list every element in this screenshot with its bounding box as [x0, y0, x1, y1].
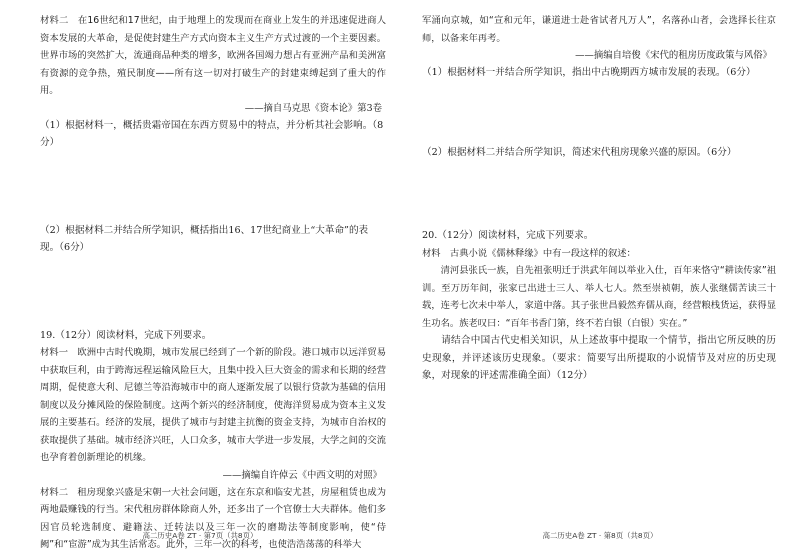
question-19-head: 19.（12分）阅读材料，完成下列要求。: [40, 329, 212, 341]
q20-quote: 清河县张氏一族，自先祖张明迁于洪武年间以举业入仕，百年来恪守“耕读传家”祖训。至万历年间，张家已出进士三人、举人七人。然至崇祯朝，族人张继儒苦读三十载，连考七次未中举人，家道中落。其子张世昌毅然弃儒从商，经营粮栈货运，获得显生功名。族老叹曰：“百年书香门第，终不若白银（白银）实在。”: [422, 265, 776, 329]
material2-source: ——摘自马克思《资本论》第3卷: [244, 102, 382, 114]
right-footer: 高二历史A卷 ZT · 第8页（共8页）: [542, 531, 658, 540]
left-page: [0, 0, 400, 550]
q19-material2: 材料二 租房现象兴盛是宋朝一大社会问题，这在东京和临安尤甚，房屋租赁也成为两地最赚钱的行当。宋代租房群体除商人外，还多出了一个官僚士大夫群体。他们多因官员轮选制度、避籍法、迁转法以及三年一次的磨勘法等制度影响，使“侍阙”和“宦游”成为其生活常态。此外，三年一次的科考，也使浩浩荡荡的科举大: [40, 486, 386, 550]
right-question-2: （2）根据材料二并结合所学知识，简述宋代租房现象兴盛的原因。（6分）: [422, 146, 737, 158]
q19-material1: 材料一 欧洲中古时代晚期，城市发展已经到了一个新的阶段。港口城市以远洋贸易中获取巨利，由于跨海远程运输风险巨大，且集中投入巨大资金的需求和长期的经营周期，促使意大利、尼德兰等沿海城市中的商人逐渐发展了以银行贷款为基础的信用制度以及分摊风险的保险制度。这两个新兴的经济制度，使海洋贸易成为资本主义发展的主要基石。经济的发展，提供了城市与封建主抗衡的资金支持，为城市自治权的获取提供了基础。城市经济兴旺，人口众多，城市大学进一步发展，大学之间的交流也孕育着创新理论的机缘。: [40, 347, 386, 463]
continued-source: ——摘编自培俊《宋代的租房历度政策与风俗》: [575, 50, 772, 61]
right-answer-space-1[interactable]: [422, 82, 776, 144]
question-20-head: 20.（12分）阅读材料，完成下列要求。: [422, 230, 594, 241]
q20-material: 材料 古典小说《儒林释缘》中有一段这样的叙述：: [422, 247, 636, 259]
q20-task: 请结合中国古代史相关知识，从上述故事中提取一个情节，指出它所反映的历史现象，并评述该历史现象。（要求：简要写出所提取的小说情节及对应的历史现象，对现象的评述需准确全面）（12分）: [422, 335, 776, 381]
material2-text: 材料二 在16世纪和17世纪，由于地理上的发现而在商业上发生的并迅速促进商人资本发展的大革命，是促使封建生产方式向资本主义生产方式过渡的一个主要因素。世界市场的突然扩大，流通商品种类的增多，欧洲各国竭力想占有亚洲产品和美洲富有资源的竞争热，殖民制度——所有这一切对打破生产的封建束缚起到了重大的作用。: [40, 15, 386, 96]
question-1: （1）根据材料一，概括贵霜帝国在东西方贸易中的特点，并分析其社会影响。（8分）: [40, 119, 384, 148]
right-question-1: （1）根据材料一并结合所学知识，指出中古晚期西方城市发展的表现。（6分）: [422, 67, 756, 78]
answer-space-1[interactable]: [40, 152, 386, 222]
right-answer-space-2[interactable]: [422, 161, 776, 227]
right-page: [400, 0, 800, 550]
continued-text: 军涌向京城，如“宣和元年，谦道进士赴省试者凡万人”，名落孙山者，会选择长往京师，以备来年再考。: [422, 15, 776, 44]
answer-space-2[interactable]: [40, 257, 386, 327]
left-footer: 高二历史A卷 ZT · 第7页（共8页）: [142, 531, 258, 540]
question-2: （2）根据材料二并结合所学知识，概括指出16、17世纪商业上“大革命”的表现。（6分）: [40, 224, 369, 253]
q19-material1-source: ——摘编自许倬云《中西文明的对照》: [222, 469, 382, 481]
